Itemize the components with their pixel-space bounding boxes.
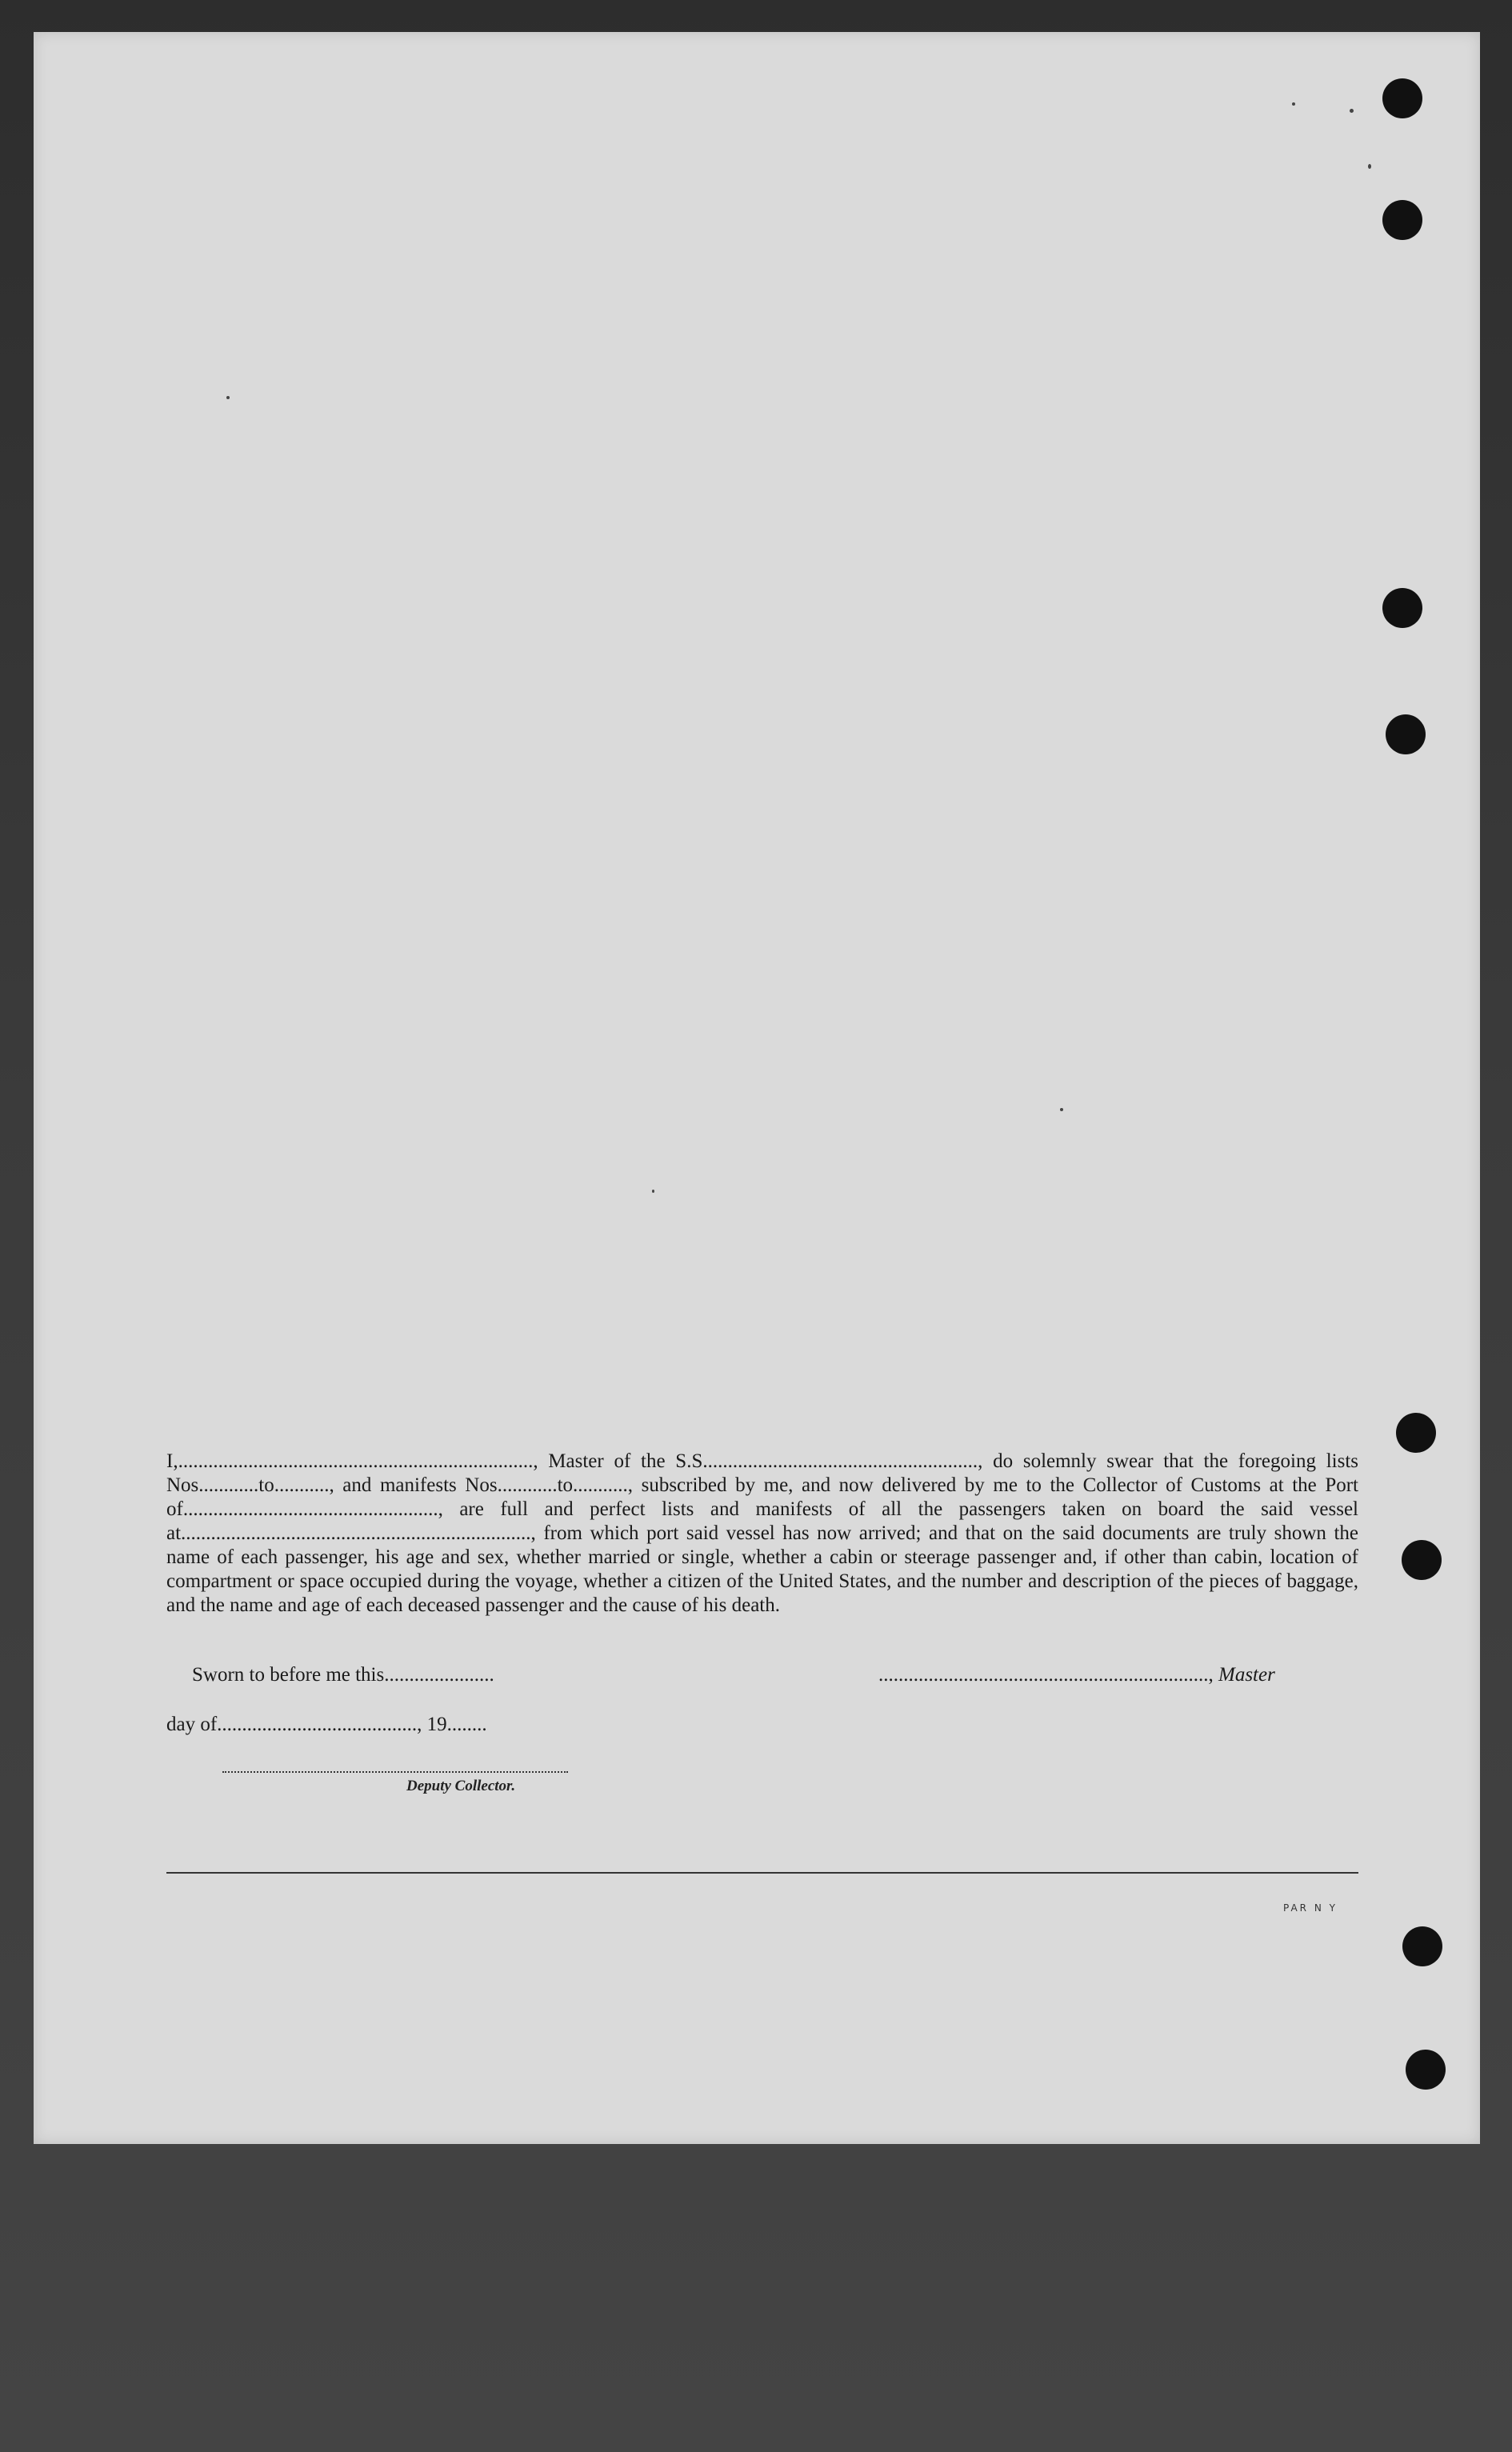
oath-paragraph [166,1450,1358,1618]
binder-hole [1382,588,1422,628]
deputy-collector-label: Deputy Collector. [406,1778,516,1794]
printer-mark: PAR N Y [1283,1902,1338,1914]
dust-speck [652,1190,654,1193]
dust-speck [1368,164,1371,169]
dust-speck [1292,102,1295,106]
binder-hole [1382,200,1422,240]
binder-hole [1402,1540,1442,1580]
dust-speck [1060,1108,1063,1111]
horizontal-rule [166,1872,1358,1874]
master-dots: .................................................................., [878,1664,1214,1686]
day-line: day of........................................, 19........ [166,1714,487,1735]
binder-hole [1386,714,1426,754]
master-signature-line [878,1664,1275,1686]
binder-hole [1382,78,1422,118]
dust-speck [226,396,230,399]
binder-hole [1402,1926,1442,1966]
master-label: Master [1218,1664,1275,1686]
dust-speck [1350,109,1354,113]
binder-hole [1406,2050,1446,2090]
deputy-signature-line [222,1771,568,1773]
binder-hole [1396,1413,1436,1453]
oath-text: I,......................................................................., Master of the S.S......................................................., do solemnly swear that the foregoing lists Nos............to..........., and manifests Nos............to..........., subscribed by me, and now delivered by me to the Collector of Customs at the Port of..................................................., are full and perfect lists and manifests of all the passengers taken on board the said vessel at......................................................................, from which port said vessel has now arrived; and that on the said documents are truly shown the name of each passenger, his age and sex, whether married or single, whether a cabin or steerage passenger and, if other than cabin, location of compartment or space occupied during the voyage, whether a citizen of the United States, and the number and description of the pieces of baggage, and the name and age of each deceased passenger and the cause of his death. [166,1450,1358,1616]
document-page [34,32,1480,2144]
sworn-before-line: Sworn to before me this...................... [192,1664,494,1686]
